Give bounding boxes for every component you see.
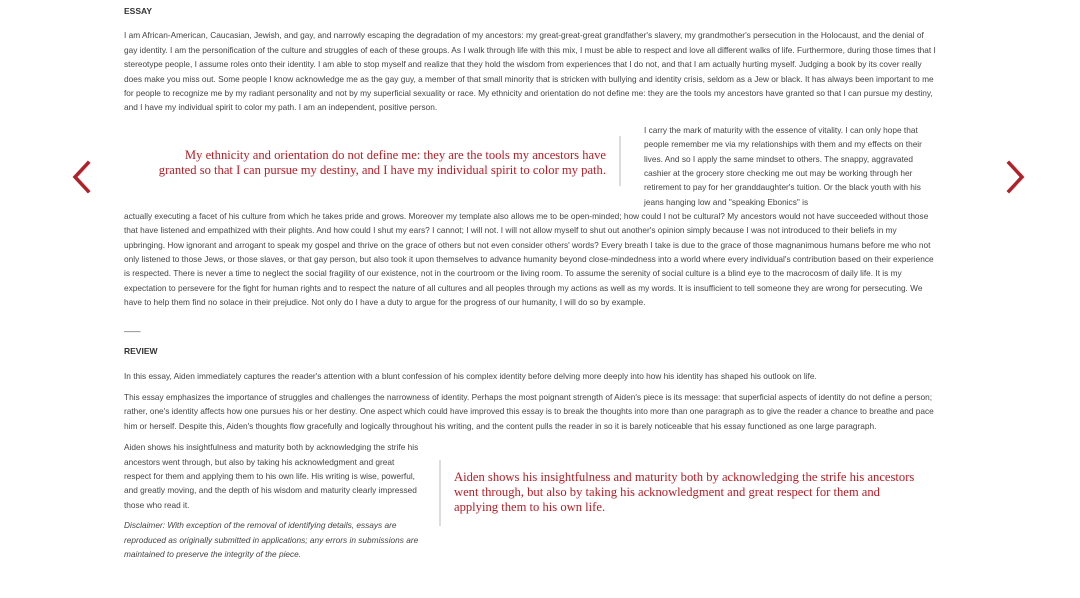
chevron-left-icon xyxy=(70,160,94,194)
article-content xyxy=(124,0,936,580)
disclaimer-text: Disclaimer: With exception of the removal of identifying details, essays are reproduced as originally submitted in applications; any errors in submissions are maintained to preserve the integrity of the piece. xyxy=(124,520,419,559)
essay-paragraph-2-start: I carry the mark of maturity with the essence of vitality. I can only hope that people remember me via my relationships with them and my effects on their lives. And so I apply the same mindset to others. The snappy, aggravated cashier at the grocery store checking me out may be working through her retirement to pay for her granddaughter's tuition. Or the black youth with his jeans hanging low and "speaking Ebonics" is xyxy=(644,124,922,207)
review-paragraph-2: This essay emphasizes the importance of struggles and challenges the narrowness of identity. Perhaps the most poignant strength of Aiden's piece is its message: that superficial aspects of identity do not define a person; rather, one's identity affects how one pursues his or her destiny. One aspect which could have improved this essay is to break the thoughts into more than one paragraph as to give the reader a chance to breathe and pace him or herself. Despite this, Aiden's thoughts flow gracefully and logically throughout his writing, and the content pulls the reader in so it is barely noticeable that his essay functioned as one large paragraph. xyxy=(124,391,934,431)
previous-arrow-button[interactable] xyxy=(70,160,94,194)
essay-heading: ESSAY xyxy=(124,6,153,16)
review-left-column xyxy=(124,440,420,561)
review-heading: REVIEW xyxy=(124,346,158,357)
next-arrow-button[interactable] xyxy=(1003,160,1027,194)
review-pullquote: Aiden shows his insightfulness and maturity both by acknowledging the strife his ancestors went through, but also by taking his acknowledgment and great respect for them and applying them to his own life. xyxy=(454,470,915,515)
essay-pullquote: My ethnicity and orientation do not define me: they are the tools my ancestors have granted so that I can pursue my destiny, and I have my individual spirit to color my path. xyxy=(158,147,606,177)
review-paragraph-3: Aiden shows his insightfulness and maturity both by acknowledging the strife his ancestors went through, but also by taking his acknowledgment and great respect for them and applying them to his own life. His writing is wise, powerful, and greatly moving, and the depth of his wisdom and maturity clearly impressed those who read it. xyxy=(124,442,419,510)
pullquote-divider xyxy=(619,136,621,186)
essay-pullquote-row xyxy=(124,123,936,209)
review-paragraph-1: In this essay, Aiden immediately captures the reader's attention with a blunt confession of his complex identity before delving more deeply into how his identity has shaped his outlook on life. xyxy=(124,370,817,381)
pullquote-divider xyxy=(439,460,441,526)
essay-paragraph-1: I am African-American, Caucasian, Jewish, and gay, and narrowly escaping the degradation of my ancestors: my great-great-great grandfather's slavery, my grandmother's persecution in the Holocaust, and the denial of gay identity. I am the personification of the culture and struggles of each of these groups. As I walk through life with this mix, I must be able to respect and love all different walks of life. Furthermore, during those times that I stereotype people, I assume roles onto their identity. I am able to stop myself and realize that they hold the wisdom from experiences that I do not, and that I am actually hurting myself. Judging a book by its cover really does make you miss out. Some people I know acknowledge me as the gay guy, a member of that small minority that is stricken with bullying and identity crisis, seldom as a Jew or black. It has always been important to me for people to recognize me by my radiant personality and not by my superficial sexuality or race. My ethnicity and orientation do not define me: they are the tools my ancestors have granted so that I can pursue my destiny, and I have my individual spirit to color my path. I am an independent, positive person. xyxy=(124,30,936,113)
section-separator: —— xyxy=(124,325,141,336)
essay-paragraph-2-continued: actually executing a facet of his culture from which he takes pride and grows. Moreover my template also allows me to be open-minded; how could I not be cultural? My ancestors would not have succeeded without those that have listened and empathized with their plights. And how could I shut my ears? I cannot; I will not. I will not allow myself to shut out another's opinion simply because I was not introduced to their beliefs in my upbringing. How ignorant and arrogant to speak my gospel and thrive on the grace of others but not even consider others' words? Every breath I take is due to the grace of those magnanimous humans before me who not only listened to those Jews, or those slaves, or that gay person, but also took it upon themselves to advance humanity beyond close-mindedness into a world where every individual's contribution based on their experience is respected. There is never a time to neglect the social fragility of our existence, not in the courtroom or the living room. To assume the serenity of social culture is a blind eye to the macrocosm of daily life. It is my expectation to persevere for the fight for human rights and to respect the nature of all cultures and all peoples through my actions as well as my words. It is insufficient to tell someone they are wrong for persecuting. We have to help them find no solace in their prejudice. Not only do I have a duty to argue for the progress of our humanity, I will do so by example. xyxy=(124,210,934,308)
chevron-right-icon xyxy=(1003,160,1027,194)
review-pullquote-row xyxy=(124,440,936,580)
